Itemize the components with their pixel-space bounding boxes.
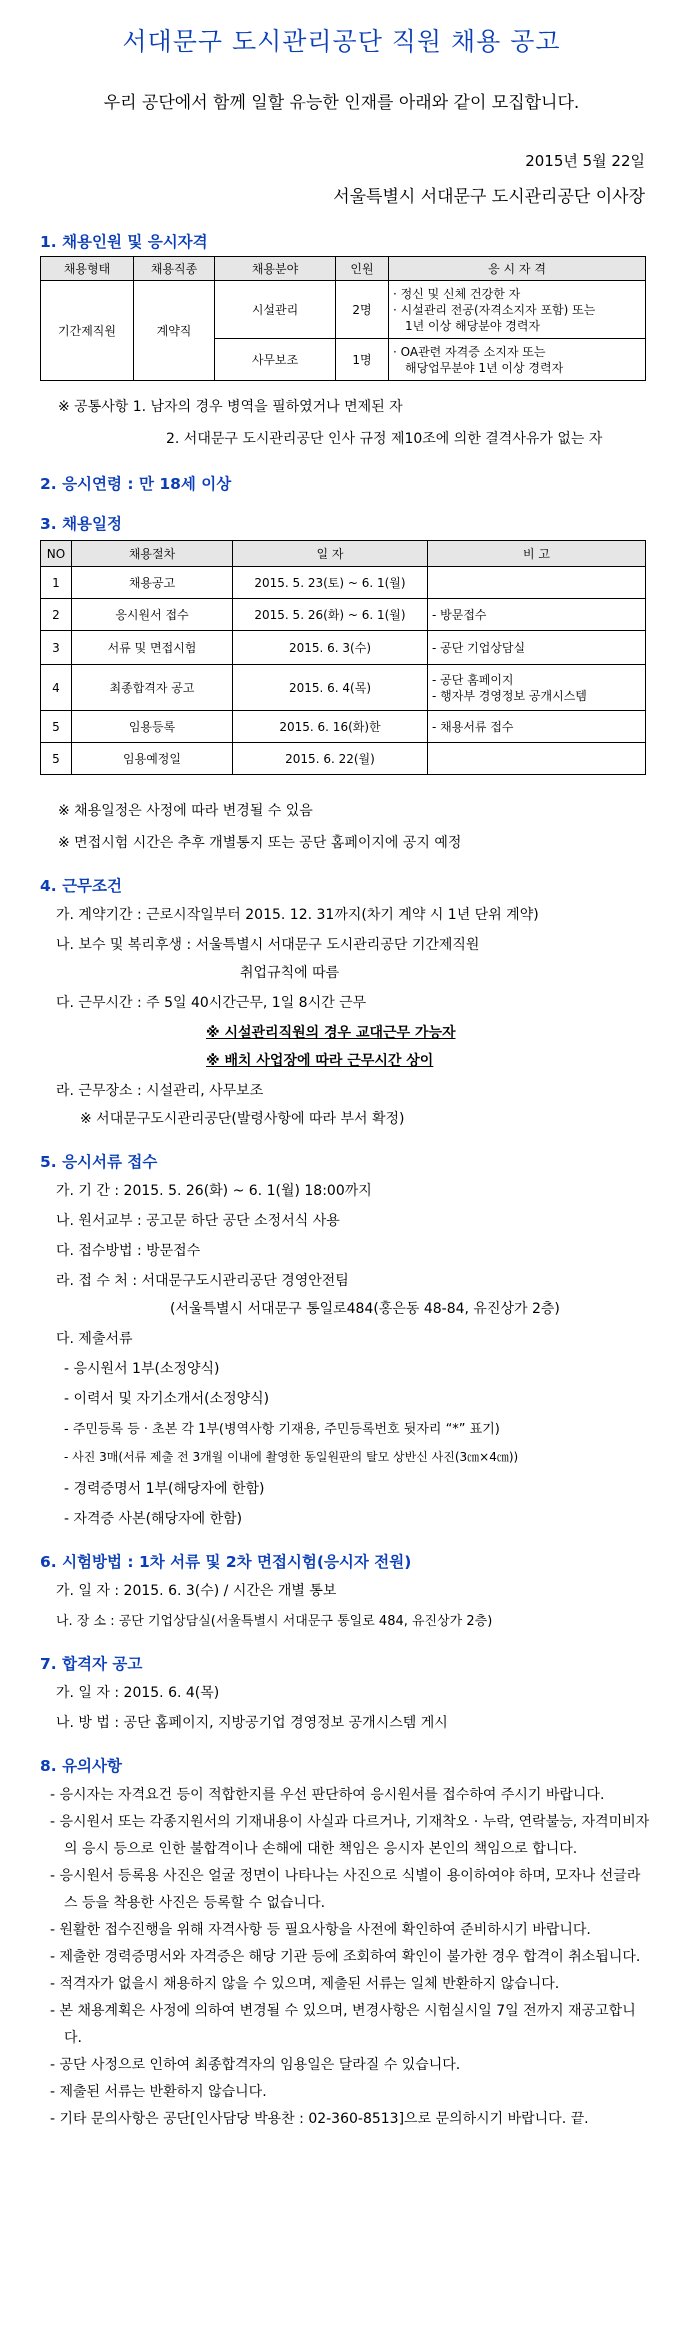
table-cell: 4 xyxy=(41,665,72,711)
schedule-table xyxy=(40,540,646,775)
document-item: - 사진 3매(서류 제출 전 3개월 이내에 촬영한 동일원판의 탈모 상반신 사진(3㎝×4㎝)) xyxy=(64,1450,519,1464)
table-header: 채용분야 xyxy=(215,257,336,281)
section-1-heading: 1. 채용인원 및 응시자격 xyxy=(40,233,208,251)
caution-item: - 본 채용계획은 사정에 의하여 변경될 수 있으며, 변경사항은 시험실시일 7일 전까지 재공고합니다. xyxy=(50,2003,636,2046)
condition-emphasis: ※ 시설관리직원의 경우 교대근무 가능자 xyxy=(206,1025,456,1041)
table-cell xyxy=(428,567,646,599)
application-line: 나. 원서교부 : 공고문 하단 공단 소정서식 사용 xyxy=(56,1213,340,1229)
table-header: 비 고 xyxy=(428,541,646,567)
table-cell: 2015. 5. 26(화) ~ 6. 1(월) xyxy=(233,599,428,631)
condition-line: 다. 근무시간 : 주 5일 40시간근무, 1일 8시간 근무 xyxy=(56,995,367,1011)
table-cell: 기간제직원 xyxy=(41,281,134,381)
signature: 서울특별시 서대문구 도시관리공단 이사장 xyxy=(333,187,645,207)
table-cell: - 채용서류 접수 xyxy=(428,711,646,743)
table-row xyxy=(41,711,646,743)
table-cell xyxy=(389,339,646,381)
table-row xyxy=(41,665,646,711)
application-line: 다. 접수방법 : 방문접수 xyxy=(56,1243,201,1259)
table-cell: 1 xyxy=(41,567,72,599)
section-4-heading: 4. 근무조건 xyxy=(40,877,122,895)
table-cell: 임용등록 xyxy=(72,711,233,743)
condition-line: 라. 근무장소 : 시설관리, 사무보조 xyxy=(56,1083,264,1099)
note-line: - 행자부 경영정보 공개시스템 xyxy=(432,688,587,703)
table-header: 채용형태 xyxy=(41,257,134,281)
table-cell: 2 xyxy=(41,599,72,631)
section-3-heading: 3. 채용일정 xyxy=(40,515,122,533)
caution-item: - 적격자가 없을시 채용하지 않을 수 있으며, 제출된 서류는 일체 반환하지 않습니다. xyxy=(50,1976,560,1992)
table-cell: - 방문접수 xyxy=(428,599,646,631)
qualification-line: · 시설관리 전공(자격소지자 포함) 또는 xyxy=(393,302,596,317)
page-title: 서대문구 도시관리공단 직원 채용 공고 xyxy=(122,27,561,56)
exam-line: 가. 일 자 : 2015. 6. 3(수) / 시간은 개별 통보 xyxy=(56,1583,337,1599)
table-header: 응 시 자 격 xyxy=(389,257,646,281)
exam-line: 나. 장 소 : 공단 기업상담실(서울특별시 서대문구 통일로 484, 유진상가 2층) xyxy=(56,1614,493,1629)
table-cell: 2015. 6. 4(목) xyxy=(233,665,428,711)
schedule-note: ※ 채용일정은 사정에 따라 변경될 수 있음 xyxy=(58,803,313,819)
qualification-line: 해당업무분야 1년 이상 경력자 xyxy=(405,360,564,375)
announcement-line: 가. 일 자 : 2015. 6. 4(목) xyxy=(56,1685,220,1701)
caution-item: - 제출된 서류는 반환하지 않습니다. xyxy=(50,2084,267,2100)
table-cell: 2명 xyxy=(336,281,389,339)
announcement-line: 나. 방 법 : 공단 홈페이지, 지방공기업 경영정보 공개시스템 게시 xyxy=(56,1715,448,1731)
table-row xyxy=(41,743,646,775)
qualification-table xyxy=(40,256,646,381)
note-line: - 공단 홈페이지 xyxy=(432,672,514,687)
qualification-line: · 정신 및 신체 건강한 자 xyxy=(393,286,521,301)
qualification-line: · OA관련 자격증 소지자 또는 xyxy=(393,344,546,359)
caution-item: - 공단 사정으로 인하여 최종합격자의 임용일은 달라질 수 있습니다. xyxy=(50,2057,461,2073)
schedule-note: ※ 면접시험 시간은 추후 개별통지 또는 공단 홈페이지에 공지 예정 xyxy=(58,835,462,851)
table-cell: 계약직 xyxy=(134,281,215,381)
document-item: - 응시원서 1부(소정양식) xyxy=(64,1361,220,1377)
table-cell: 임용예정일 xyxy=(72,743,233,775)
table-header: 채용절차 xyxy=(72,541,233,567)
section-8-heading: 8. 유의사항 xyxy=(40,1757,122,1775)
document-item: - 자격증 사본(해당자에 한함) xyxy=(64,1511,243,1527)
table-cell: 5 xyxy=(41,711,72,743)
application-line: 다. 제출서류 xyxy=(56,1331,133,1347)
table-cell: 시설관리 xyxy=(215,281,336,339)
table-cell: 서류 및 면접시험 xyxy=(72,631,233,665)
condition-line: ※ 서대문구도시관리공단(발령사항에 따라 부서 확정) xyxy=(80,1111,405,1127)
caution-item: - 응시자는 자격요건 등이 적합한지를 우선 판단하여 응시원서를 접수하여 주시기 바랍니다. xyxy=(50,1787,605,1803)
table-row xyxy=(41,631,646,665)
table-cell: 2015. 6. 3(수) xyxy=(233,631,428,665)
table-row xyxy=(41,567,646,599)
caution-item: - 제출한 경력증명서와 자격증은 해당 기관 등에 조회하여 확인이 불가한 경우 합격이 취소됩니다. xyxy=(50,1949,641,1965)
table-cell: 3 xyxy=(41,631,72,665)
intro-text: 우리 공단에서 함께 일할 유능한 인재를 아래와 같이 모집합니다. xyxy=(103,93,580,113)
table-cell: 2015. 6. 22(월) xyxy=(233,743,428,775)
table-row xyxy=(41,281,646,339)
table-row xyxy=(41,599,646,631)
table-header: 채용직종 xyxy=(134,257,215,281)
notice-date: 2015년 5월 22일 xyxy=(525,152,645,170)
caution-item: - 응시원서 등록용 사진은 얼굴 정면이 나타나는 사진으로 식별이 용이하여야 하며, 모자나 선글라스 등을 착용한 사진은 등록할 수 없습니다. xyxy=(50,1868,641,1911)
table-cell: 2015. 5. 23(토) ~ 6. 1(월) xyxy=(233,567,428,599)
table-header: 인원 xyxy=(336,257,389,281)
caution-item: - 기타 문의사항은 공단[인사담당 박용찬 : 02-360-8513]으로 문의하시기 바랍니다. 끝. xyxy=(50,2111,589,2127)
document-item: - 주민등록 등 · 초본 각 1부(병역사항 기재용, 주민등록번호 뒷자리 “*” 표기) xyxy=(64,1422,500,1437)
table-header: 일 자 xyxy=(233,541,428,567)
table-cell xyxy=(428,665,646,711)
common-note: ※ 공통사항 1. 남자의 경우 병역을 필하였거나 면제된 자 xyxy=(58,399,403,415)
table-cell xyxy=(389,281,646,339)
table-cell: 5 xyxy=(41,743,72,775)
table-header: NO xyxy=(41,541,72,567)
section-5-heading: 5. 응시서류 접수 xyxy=(40,1153,158,1171)
condition-line: 가. 계약기간 : 근로시작일부터 2015. 12. 31까지(차기 계약 시 1년 단위 계약) xyxy=(56,907,539,923)
caution-list xyxy=(50,1782,650,2133)
section-7-heading: 7. 합격자 공고 xyxy=(40,1655,143,1673)
application-line: 가. 기 간 : 2015. 5. 26(화) ~ 6. 1(월) 18:00까지 xyxy=(56,1183,372,1199)
caution-item: - 응시원서 또는 각종지원서의 기재내용이 사실과 다르거나, 기재착오 · 누락, 연락불능, 자격미비자의 응시 등으로 인한 불합격이나 손해에 대한 책임은 응시자 본인의 책임으로 합니다. xyxy=(50,1814,650,1857)
application-line: (서울특별시 서대문구 통일로484(홍은동 48-84, 유진상가 2층) xyxy=(170,1301,560,1317)
application-line: 라. 접 수 처 : 서대문구도시관리공단 경영안전팀 xyxy=(56,1273,349,1289)
table-cell xyxy=(428,743,646,775)
condition-line: 취업규칙에 따름 xyxy=(240,965,340,981)
document-item: - 이력서 및 자기소개서(소정양식) xyxy=(64,1391,270,1407)
table-cell: 최종합격자 공고 xyxy=(72,665,233,711)
condition-emphasis: ※ 배치 사업장에 따라 근무시간 상이 xyxy=(206,1053,434,1069)
table-cell: 사무보조 xyxy=(215,339,336,381)
common-note: 2. 서대문구 도시관리공단 인사 규정 제10조에 의한 결격사유가 없는 자 xyxy=(166,431,603,447)
table-cell: 2015. 6. 16(화)한 xyxy=(233,711,428,743)
table-cell: 응시원서 접수 xyxy=(72,599,233,631)
document-item: - 경력증명서 1부(해당자에 한함) xyxy=(64,1481,265,1497)
table-cell: - 공단 기업상담실 xyxy=(428,631,646,665)
caution-item: - 원활한 접수진행을 위해 자격사항 등 필요사항을 사전에 확인하여 준비하시기 바랍니다. xyxy=(50,1922,591,1938)
section-2-heading: 2. 응시연령 : 만 18세 이상 xyxy=(40,475,232,493)
table-cell: 1명 xyxy=(336,339,389,381)
condition-line: 나. 보수 및 복리후생 : 서울특별시 서대문구 도시관리공단 기간제직원 xyxy=(56,937,480,953)
section-6-heading: 6. 시험방법 : 1차 서류 및 2차 면접시험(응시자 전원) xyxy=(40,1553,412,1571)
table-cell: 채용공고 xyxy=(72,567,233,599)
qualification-line: 1년 이상 해당분야 경력자 xyxy=(405,318,540,333)
